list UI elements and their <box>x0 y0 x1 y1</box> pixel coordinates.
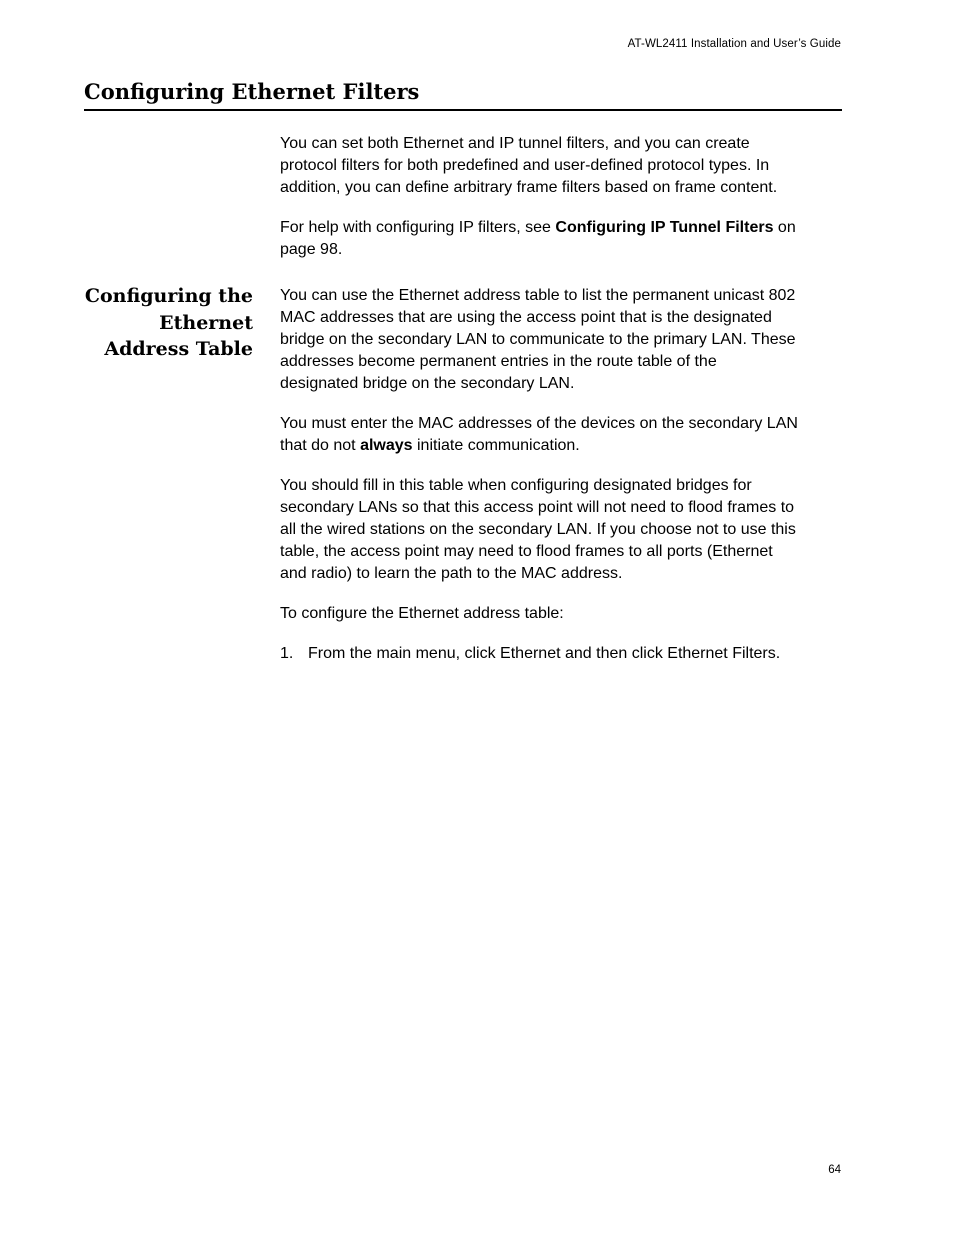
text-line: addresses become permanent entries in the route table of the <box>280 353 717 370</box>
running-header: AT-WL2411 Installation and User’s Guide <box>627 38 841 50</box>
text-line: You should fill in this table when configuring designated bridges for <box>280 477 752 494</box>
text-run: that do not <box>280 437 361 454</box>
text-line: all the wired stations on the secondary LAN. If you choose not to use this <box>280 521 796 538</box>
step-number: 1. <box>280 645 294 662</box>
subsection-paragraph-1 <box>280 285 842 395</box>
text-run: on <box>773 219 796 236</box>
text-line: addition, you can define arbitrary frame filters based on frame content. <box>280 179 778 196</box>
subsection-heading <box>63 283 253 363</box>
text-line: and radio) to learn the path to the MAC address. <box>280 565 623 582</box>
page-title: Configuring Ethernet Filters <box>84 79 420 104</box>
heading-line: Configuring the <box>84 285 253 307</box>
text-line: protocol filters for both predefined and user-defined protocol types. In <box>280 157 770 174</box>
emphasis-text: always <box>360 437 413 454</box>
heading-line: Address Table <box>104 338 253 360</box>
text-line <box>280 217 842 239</box>
intro-paragraph-2 <box>280 217 842 261</box>
intro-paragraph-1 <box>280 133 842 199</box>
text-line: You must enter the MAC addresses of the devices on the secondary LAN <box>280 415 798 432</box>
text-line: You can set both Ethernet and IP tunnel filters, and you can create <box>280 135 750 152</box>
subsection-paragraph-4: To configure the Ethernet address table: <box>280 605 564 622</box>
subsection-paragraph-2 <box>280 413 842 457</box>
text-run: For help with configuring IP filters, see <box>280 219 556 236</box>
heading-line: Ethernet <box>159 311 253 334</box>
step-text: From the main menu, click Ethernet and then click Ethernet Filters. <box>308 645 781 662</box>
page-number: 64 <box>828 1164 841 1176</box>
title-rule <box>84 109 842 111</box>
text-line: table, the access point may need to flood frames to all ports (Ethernet <box>280 543 773 560</box>
cross-reference-link[interactable]: Configuring IP Tunnel Filters <box>555 219 774 236</box>
text-line: You can use the Ethernet address table to list the permanent unicast 802 <box>280 287 796 304</box>
procedure-step <box>280 643 842 665</box>
text-line: bridge on the secondary LAN to communicate to the primary LAN. These <box>280 331 796 348</box>
text-line: designated bridge on the secondary LAN. <box>280 375 575 392</box>
text-line: secondary LANs so that this access point will not need to flood frames to <box>280 499 795 516</box>
subsection-paragraph-3 <box>280 475 842 585</box>
text-run: initiate communication. <box>412 437 580 454</box>
text-line: MAC addresses that are using the access point that is the designated <box>280 309 772 326</box>
text-line <box>280 435 842 457</box>
text-line: page 98. <box>280 241 343 258</box>
